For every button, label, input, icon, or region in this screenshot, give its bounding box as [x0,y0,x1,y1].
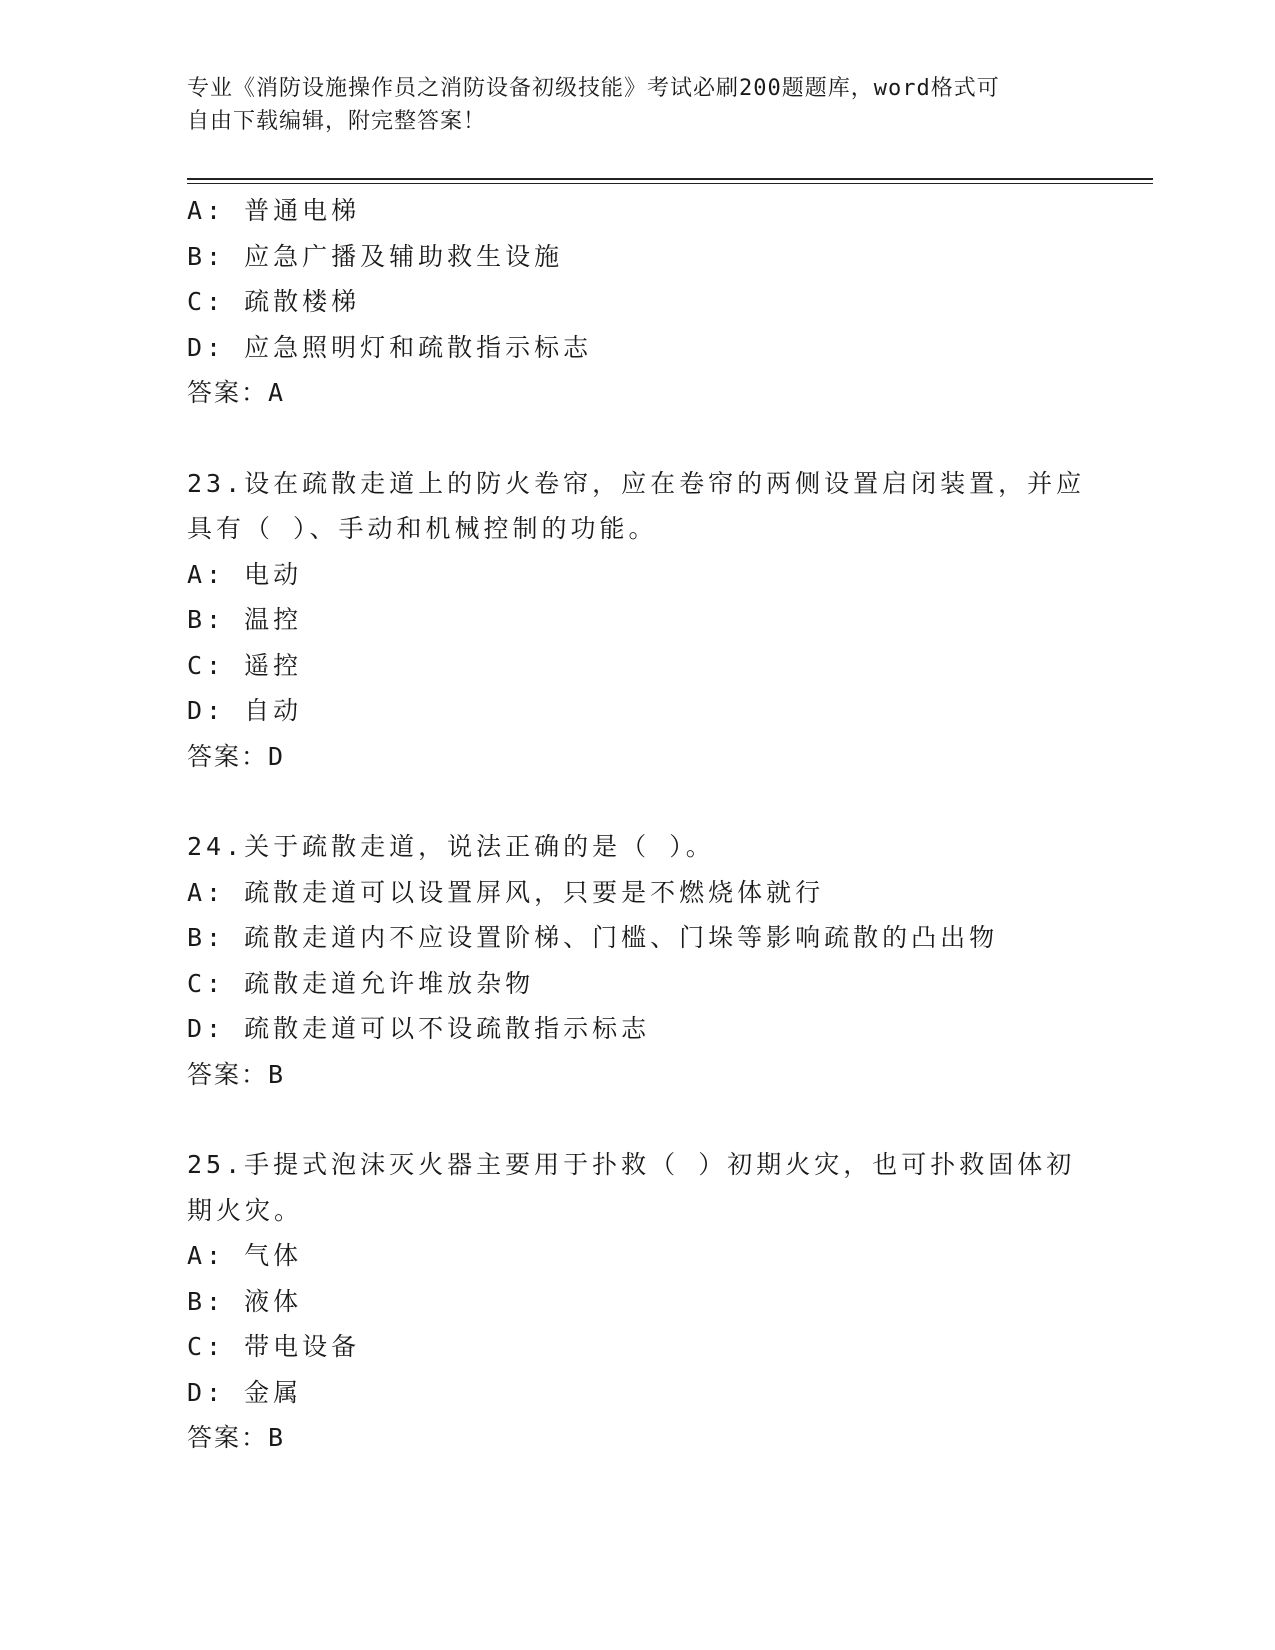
option-a: A: 普通电梯 [187,196,361,225]
option-d: D: 疏散走道可以不设疏散指示标志 [187,1014,651,1043]
option-a: A: 气体 [187,1241,303,1270]
answer-label: 答案： [187,741,269,771]
question-text-line: 25.手提式泡沫灭火器主要用于扑救（ ）初期火灾，也可扑救固体初 [187,1150,1076,1179]
question-22-continued [187,188,1087,416]
option-b: B: 液体 [187,1286,303,1316]
question-23 [187,461,1087,780]
answer-line [187,1052,1087,1098]
question-text-line: 23.设在疏散走道上的防火卷帘，应在卷帘的两侧设置启闭装置，并应 [187,468,1086,498]
answer-label: 答案： [187,378,269,407]
answer-value: B [268,1059,284,1089]
answer-value: B [268,1423,284,1452]
option-c: C: 疏散楼梯 [187,287,361,316]
option-d: D: 自动 [187,696,303,725]
question-text-line: 24.关于疏散走道，说法正确的是（ ）。 [187,832,715,861]
document-header [187,72,1067,138]
option-a: A: 疏散走道可以设置屏风，只要是不燃烧体就行 [187,877,825,907]
question-text-line: 期火灾。 [187,1195,304,1225]
question-list [187,188,1087,1461]
option-c: C: 疏散走道允许堆放杂物 [187,968,535,998]
answer-line [187,734,1087,780]
answer-line [187,1415,1087,1461]
option-d: D: 应急照明灯和疏散指示标志 [187,332,593,362]
answer-line [187,370,1087,416]
option-b: B: 温控 [187,605,303,634]
header-line-2: 自由下载编辑，附完整答案！ [187,109,487,134]
header-line-1: 专业《消防设施操作员之消防设备初级技能》考试必刷200题题库，word格式可 [187,76,1000,101]
answer-label: 答案： [187,1423,269,1452]
question-24 [187,824,1087,1097]
answer-value: D [268,741,284,771]
option-d: D: 金属 [187,1377,303,1407]
option-c: C: 带电设备 [187,1332,361,1361]
header-divider [187,178,1153,184]
option-b: B: 应急广播及辅助救生设施 [187,241,564,271]
option-a: A: 电动 [187,559,303,589]
question-text-line: 具有（ ）、手动和机械控制的功能。 [187,514,658,543]
answer-value: A [268,378,284,407]
option-b: B: 疏散走道内不应设置阶梯、门槛、门垛等影响疏散的凸出物 [187,923,999,952]
answer-label: 答案： [187,1059,269,1089]
question-25 [187,1142,1087,1461]
option-c: C: 遥控 [187,650,303,680]
